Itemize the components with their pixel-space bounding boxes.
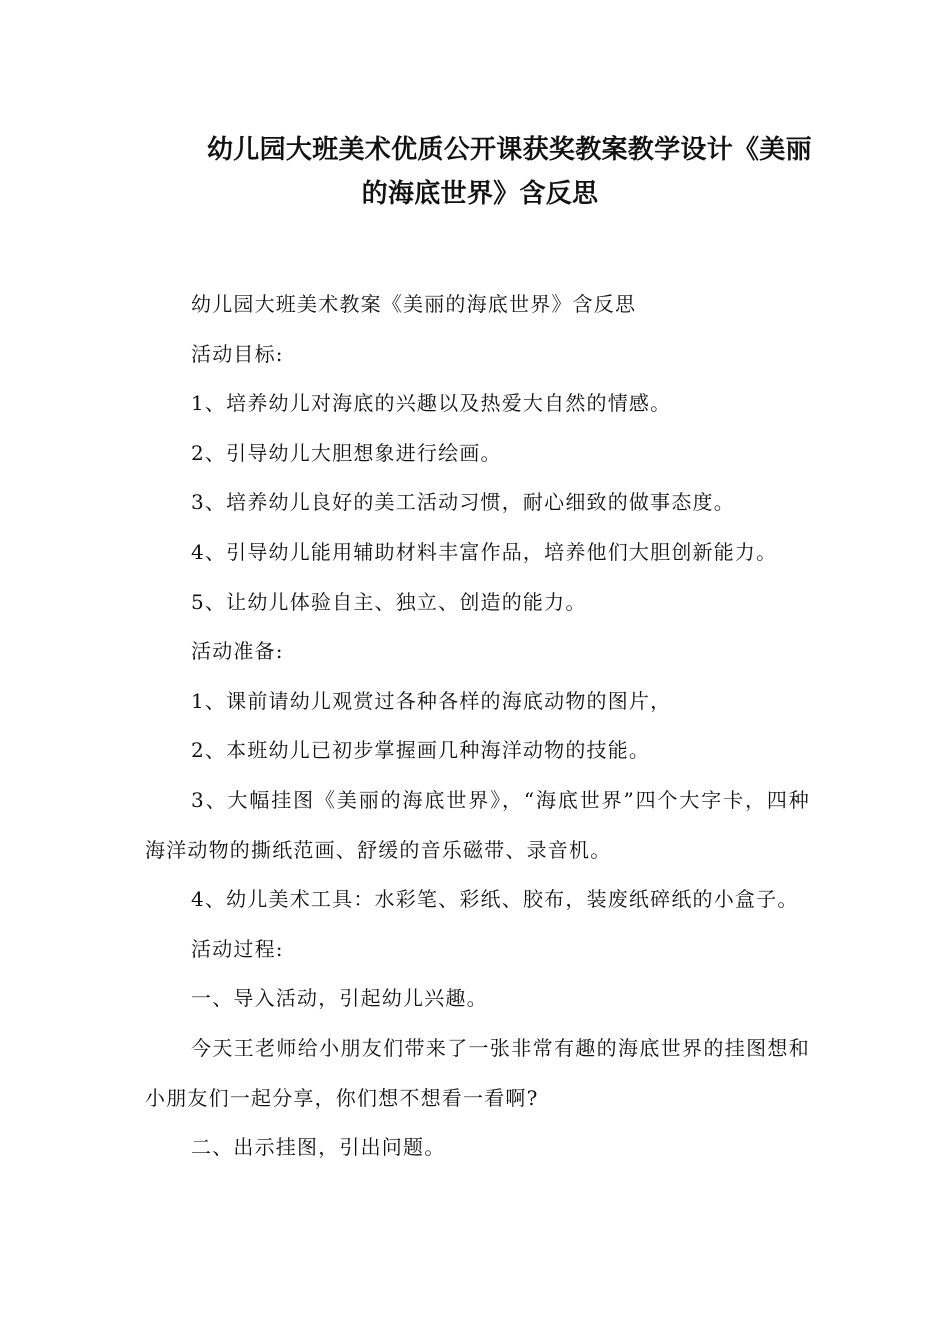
title-line-2: 的海底世界》含反思: [361, 179, 599, 209]
goal-item-1: 1、培养幼儿对海底的兴趣以及热爱大自然的情感。: [191, 391, 672, 416]
process-step-2: 二、出示挂图，引出问题。: [191, 1135, 446, 1160]
title-line-1: 幼儿园大班美术优质公开课获奖教案教学设计《美丽: [207, 135, 812, 165]
goal-item-4: 4、引导幼儿能用辅助材料丰富作品，培养他们大胆创新能力。: [191, 539, 778, 564]
prep-item-1: 1、课前请幼儿观赏过各种各样的海底动物的图片，: [191, 688, 672, 713]
goal-item-2: 2、引导幼儿大胆想象进行绘画。: [191, 440, 502, 465]
document-title: [150, 128, 810, 216]
process-step-1-text: 今天王老师给小朋友们带来了一张非常有趣的海底世界的挂图想和小朋友们一起分享，你们想不想看一看啊?: [145, 1035, 810, 1110]
process-step-1: 一、导入活动，引起幼儿兴趣。: [191, 986, 488, 1011]
prep-item-3: 3、大幅挂图《美丽的海底世界》，“海底世界”四个大字卡，四种海洋动物的撕纸范画、舒缓的音乐磁带、录音机。: [145, 787, 810, 862]
document-body: [145, 280, 810, 1173]
heading-activity-goals: 活动目标:: [191, 341, 284, 366]
goal-item-5: 5、让幼儿体验自主、独立、创造的能力。: [191, 589, 587, 614]
heading-activity-preparation: 活动准备:: [191, 639, 284, 664]
paragraph-subtitle: 幼儿园大班美术教案《美丽的海底世界》含反思: [191, 292, 637, 316]
heading-activity-process: 活动过程:: [191, 936, 284, 961]
goal-item-3: 3、培养幼儿良好的美工活动习惯，耐心细致的做事态度。: [191, 490, 735, 515]
prep-item-2: 2、本班幼儿已初步掌握画几种海洋动物的技能。: [191, 738, 651, 763]
prep-item-4: 4、幼儿美术工具：水彩笔、彩纸、胶布，装废纸碎纸的小盒子。: [191, 887, 799, 912]
